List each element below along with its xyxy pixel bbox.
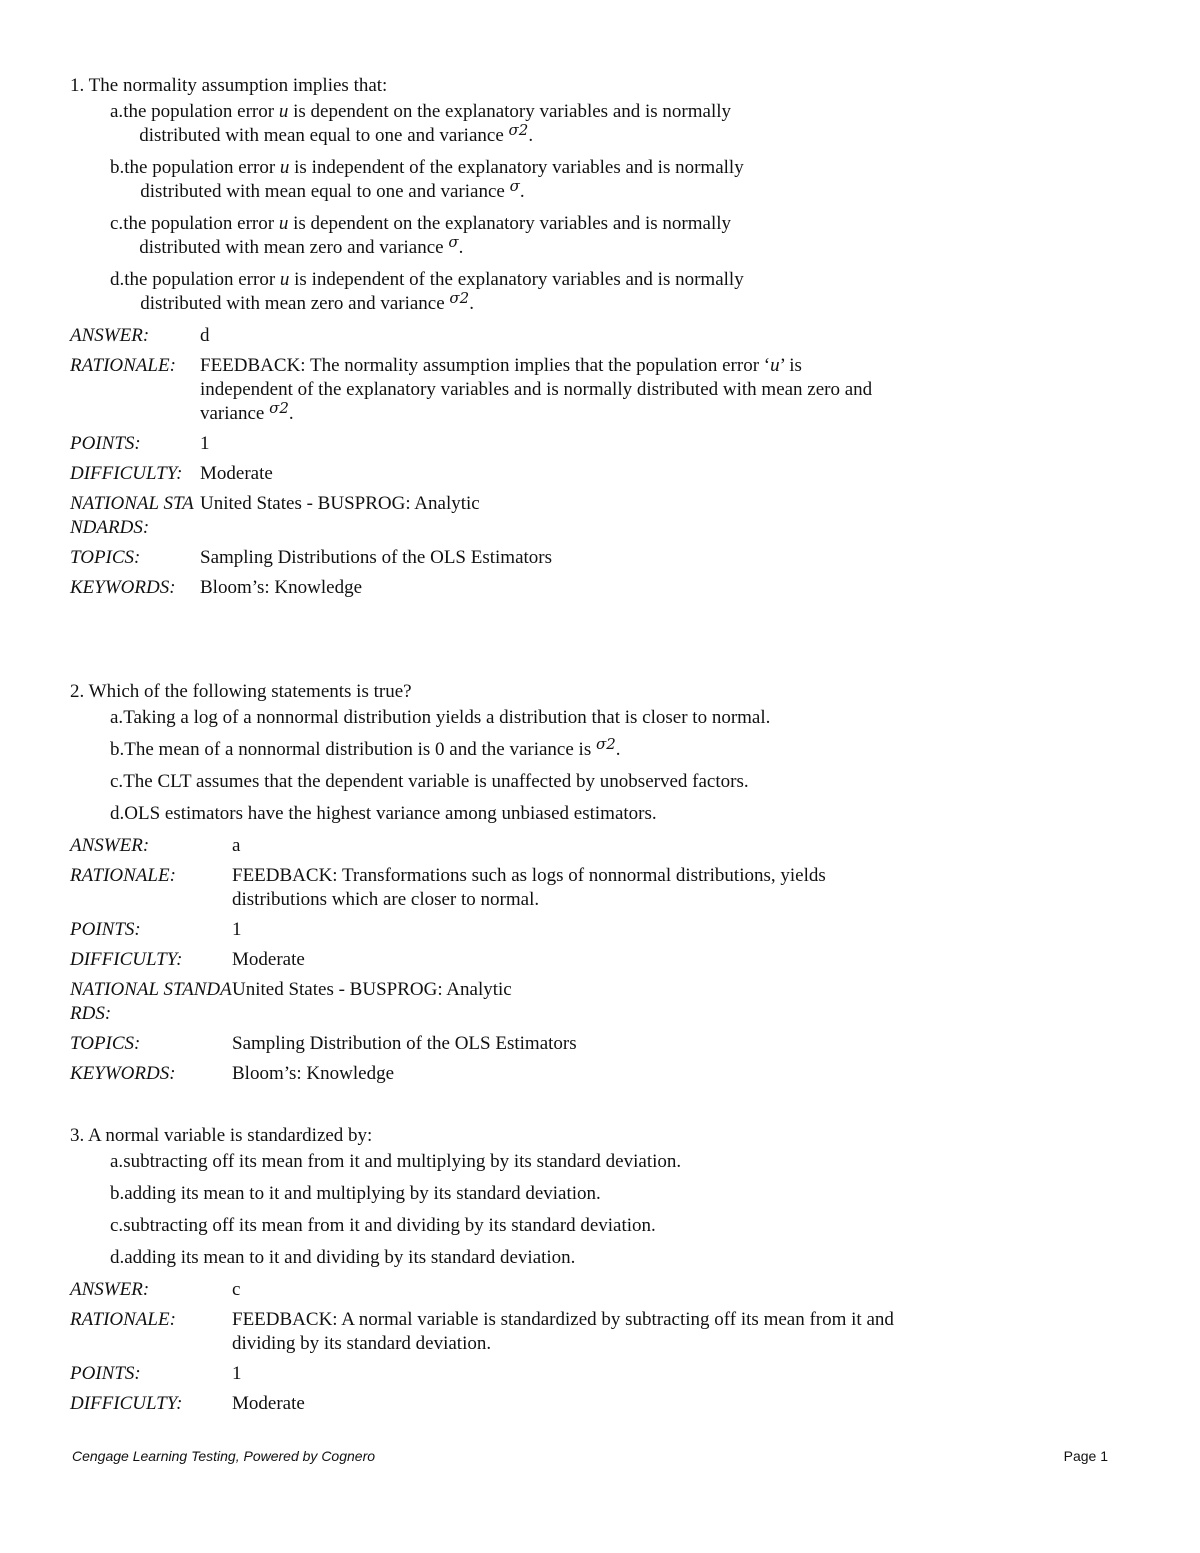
option-text: The mean of a nonnormal distribution is 0 and the variance is $^{\sigma 2}$. <box>124 735 621 760</box>
keywords-label: KEYWORDS: <box>70 577 176 598</box>
page-footer <box>72 1448 1108 1464</box>
topics-label: TOPICS: <box>70 547 141 568</box>
option-b <box>110 735 970 762</box>
points-label: POINTS: <box>70 919 141 940</box>
sigma-squared-symbol: σ2 <box>595 735 616 753</box>
option-list <box>70 706 970 826</box>
answer-label: ANSWER: <box>70 325 150 346</box>
option-b <box>110 1182 970 1206</box>
difficulty-label: DIFFICULTY: <box>70 463 183 484</box>
sigma-squared-symbol: σ2 <box>269 399 289 417</box>
option-c <box>110 1214 970 1238</box>
rationale-label: RATIONALE: <box>70 865 176 886</box>
sigma-squared-symbol: σ2 <box>449 289 470 307</box>
option-letter: d. <box>110 269 125 290</box>
topics-label: TOPICS: <box>70 1033 141 1054</box>
option-c <box>110 770 970 794</box>
question-metadata <box>70 834 970 1086</box>
question-3 <box>70 1122 970 1416</box>
option-letter: a. <box>110 101 124 122</box>
option-a <box>110 100 970 148</box>
option-text: the population error u is independent of the explanatory variables and is normally distributed with mean equal to one and variance $^\sigma$. <box>124 157 744 202</box>
option-letter: b. <box>110 739 125 760</box>
keywords-value: Bloom’s: Knowledge <box>200 577 363 598</box>
option-text: the population error u is independent of the explanatory variables and is normally distributed with mean zero and variance $^{\sigma 2}$. <box>124 269 744 314</box>
standards-value: United States - BUSPROG: Analytic <box>232 979 512 1000</box>
question-stem: 1. The normality assumption implies that: <box>70 75 388 96</box>
answer-value: a <box>232 835 241 856</box>
answer-value: c <box>232 1279 241 1300</box>
sigma-symbol: σ <box>509 177 520 195</box>
answer-label: ANSWER: <box>70 1279 150 1300</box>
difficulty-value: Moderate <box>232 949 305 970</box>
option-d <box>110 1246 970 1270</box>
option-text: adding its mean to it and dividing by its standard deviation. <box>124 1247 576 1268</box>
option-text: The CLT assumes that the dependent variable is unaffected by unobserved factors. <box>123 771 749 792</box>
keywords-label: KEYWORDS: <box>70 1063 176 1084</box>
difficulty-label: DIFFICULTY: <box>70 949 183 970</box>
option-text: subtracting off its mean from it and multiplying by its standard deviation. <box>123 1151 682 1172</box>
option-letter: b. <box>110 157 125 178</box>
question-2 <box>70 678 970 1086</box>
option-letter: d. <box>110 803 125 824</box>
answer-value: d <box>200 325 210 346</box>
rationale-label: RATIONALE: <box>70 1309 176 1330</box>
question-1 <box>70 72 970 600</box>
option-letter: a. <box>110 1151 124 1172</box>
option-text: the population error u is dependent on the explanatory variables and is normally distributed with mean zero and variance $^\sigma$. <box>123 213 732 258</box>
points-label: POINTS: <box>70 1363 141 1384</box>
option-letter: c. <box>110 1215 124 1236</box>
option-a <box>110 1150 970 1174</box>
difficulty-value: Moderate <box>200 463 273 484</box>
standards-value: United States - BUSPROG: Analytic <box>200 493 480 514</box>
rationale-label: RATIONALE: <box>70 355 176 376</box>
points-label: POINTS: <box>70 433 141 454</box>
points-value: 1 <box>232 919 242 940</box>
difficulty-label: DIFFICULTY: <box>70 1393 183 1414</box>
option-text: subtracting off its mean from it and dividing by its standard deviation. <box>123 1215 656 1236</box>
topics-value: Sampling Distribution of the OLS Estimators <box>232 1033 577 1054</box>
option-d <box>110 268 970 316</box>
points-value: 1 <box>232 1363 242 1384</box>
option-text: OLS estimators have the highest variance among unbiased estimators. <box>124 803 657 824</box>
option-d <box>110 802 970 826</box>
standards-label: NATIONAL STANDARDS: <box>70 493 194 538</box>
footer-brand-text: Cengage Learning Testing, Powered by Cognero <box>72 1448 376 1464</box>
question-stem: 2. Which of the following statements is true? <box>70 681 412 702</box>
keywords-value: Bloom’s: Knowledge <box>232 1063 395 1084</box>
option-a <box>110 706 970 730</box>
option-list <box>70 100 970 316</box>
topics-value: Sampling Distributions of the OLS Estimators <box>200 547 553 568</box>
option-letter: c. <box>110 771 124 792</box>
option-text: the population error u is dependent on the explanatory variables and is normally distributed with mean equal to one and variance $^{\sigma 2}$. <box>123 101 732 146</box>
rationale-value: FEEDBACK: The normality assumption implies that the population error ‘u’ is independent of the explanatory variables and is normally distributed with mean zero and variance $^{\sigma 2}$. <box>200 355 873 424</box>
option-list <box>70 1150 970 1270</box>
page-number: Page 1 <box>1063 1448 1108 1464</box>
standards-label: NATIONAL STANDARDS: <box>70 979 232 1024</box>
answer-label: ANSWER: <box>70 835 150 856</box>
question-metadata <box>70 324 970 600</box>
option-letter: b. <box>110 1183 125 1204</box>
option-b <box>110 156 970 204</box>
rationale-value: FEEDBACK: Transformations such as logs of nonnormal distributions, yields distributions which are closer to normal. <box>232 865 826 910</box>
option-letter: a. <box>110 707 124 728</box>
option-letter: c. <box>110 213 124 234</box>
option-text: Taking a log of a nonnormal distribution yields a distribution that is closer to normal. <box>123 707 771 728</box>
sigma-symbol: σ <box>448 233 459 251</box>
difficulty-value: Moderate <box>232 1393 305 1414</box>
question-stem: 3. A normal variable is standardized by: <box>70 1125 373 1146</box>
sigma-squared-symbol: σ2 <box>508 121 529 139</box>
option-text: adding its mean to it and multiplying by its standard deviation. <box>124 1183 601 1204</box>
rationale-value: FEEDBACK: A normal variable is standardized by subtracting off its mean from it and dividing by its standard deviation. <box>232 1309 894 1354</box>
option-letter: d. <box>110 1247 125 1268</box>
question-metadata <box>70 1278 970 1416</box>
option-c <box>110 212 970 260</box>
points-value: 1 <box>200 433 210 454</box>
